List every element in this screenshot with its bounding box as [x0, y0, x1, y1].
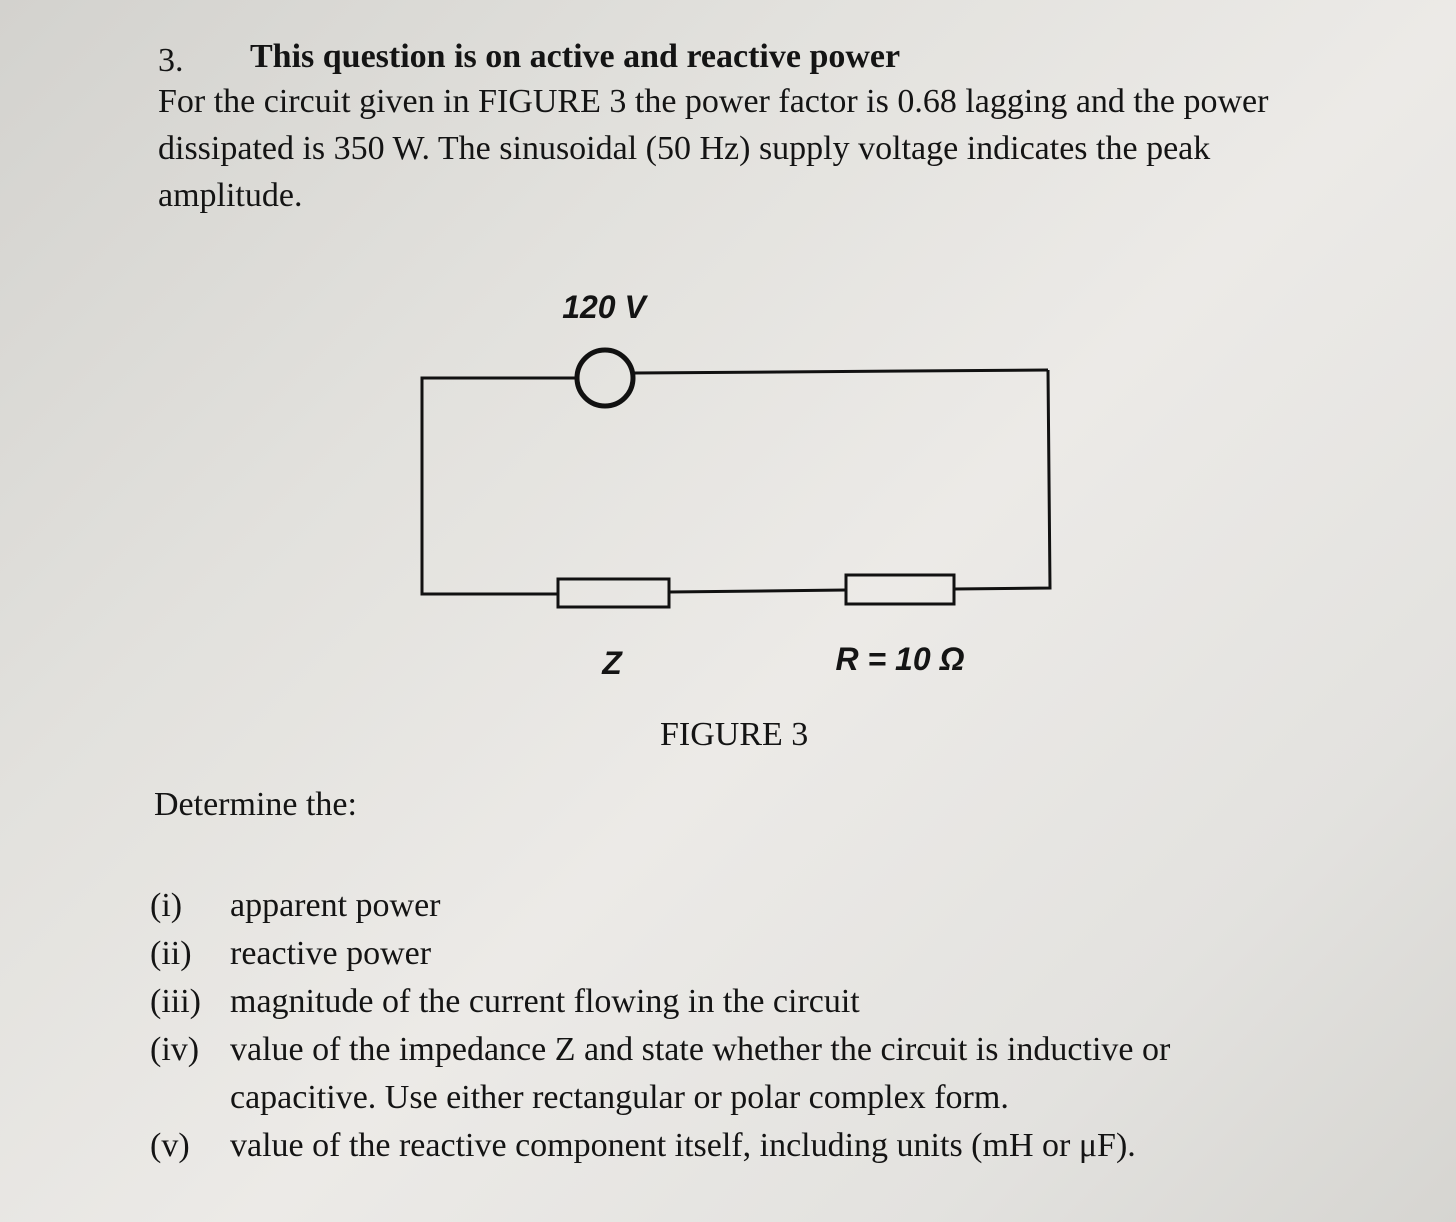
task-list: [150, 882, 1230, 1170]
resistor-label: R = 10 Ω: [835, 641, 965, 677]
intro-line: For the circuit given in FIGURE 3 the power factor is 0.68 lagging and the power: [158, 83, 1269, 120]
question-title: This question is on active and reactive power: [250, 38, 901, 75]
impedance-label: Z: [602, 645, 622, 681]
supply-voltage-label: 120 V: [562, 289, 646, 325]
circuit-wire: [954, 370, 1050, 589]
task-item: [150, 1122, 1230, 1170]
task-item-text: value of the impedance Z and state whether the circuit is inductive or capacitive. Use either rectangular or polar complex form.: [230, 1031, 1171, 1116]
impedance-z-symbol: [558, 579, 669, 607]
task-item-number: (ii): [150, 935, 192, 972]
task-item-number: (iv): [150, 1031, 200, 1068]
resistor-symbol: [846, 575, 954, 604]
intro-line: amplitude.: [158, 177, 303, 214]
task-item-text: magnitude of the current flowing in the circuit: [230, 983, 860, 1020]
intro-line: dissipated is 350 W. The sinusoidal (50 Hz) supply voltage indicates the peak: [158, 130, 1211, 167]
ac-source-symbol: [577, 350, 633, 406]
task-prompt: Determine the:: [154, 786, 357, 823]
task-item-number: (v): [150, 1127, 190, 1164]
task-item-number: (iii): [150, 983, 201, 1020]
question-number: 3.: [158, 42, 184, 79]
task-item-number: (i): [150, 887, 183, 924]
circuit-wire: [422, 378, 576, 594]
task-item-text: value of the reactive component itself, including units (mH or μF).: [230, 1127, 1136, 1164]
task-item: [150, 882, 1230, 930]
circuit-wire: [669, 590, 846, 592]
task-item: [150, 930, 1230, 978]
task-item: [150, 978, 1230, 1026]
task-item-text: apparent power: [230, 887, 441, 924]
task-item: [150, 1026, 1230, 1122]
circuit-wire: [634, 370, 1048, 373]
task-item-text: reactive power: [230, 935, 432, 972]
figure-caption: FIGURE 3: [660, 716, 809, 753]
